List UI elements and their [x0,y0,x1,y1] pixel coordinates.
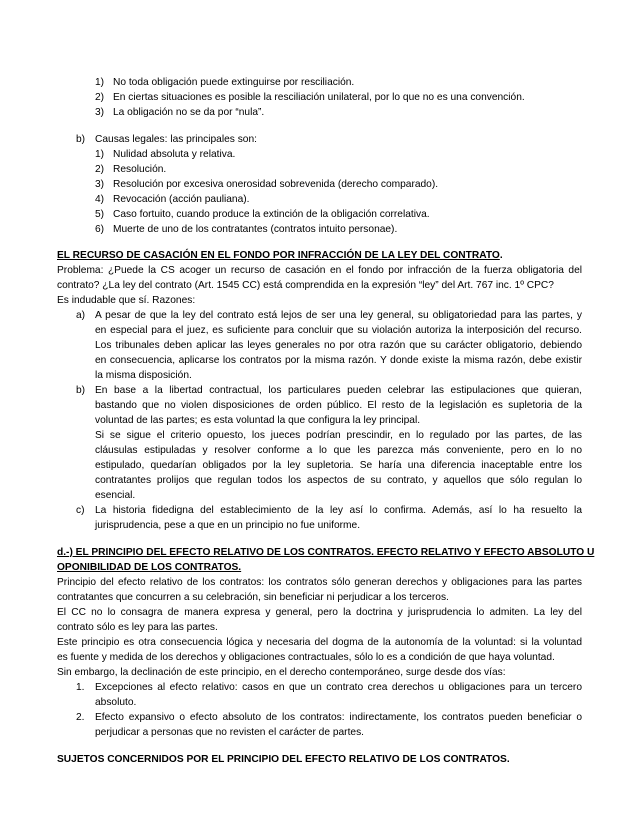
list-letter: c) [76,505,85,516]
section-title-period: . [499,250,503,261]
list-number: 6) [95,224,105,235]
paragraph-line: Problema: ¿Puede la CS acoger un recurso de casación en el fondo por infracción de la fuerza obligatoria del [57,265,582,276]
list-item: Muerte de uno de los contratantes (contratos intuito personae). [113,224,398,235]
paragraph-line: La historia fidedigna del establecimiento de la ley así lo confirma. Además, así lo ha resuelto la [95,505,582,516]
paragraph-line: El CC no lo consagra de manera expresa y general, pero la doctrina y jurisprudencia lo admiten. La ley del [57,607,582,618]
section-heading: Causas legales: las principales son: [95,134,257,145]
paragraph-line: contratantes que concurren a su celebración, sin beneficiar ni perjudicar a los terceros. [57,592,449,603]
list-item: Nulidad absoluta y relativa. [113,149,236,160]
paragraph-line: jurisprudencia, pese a que en un principio no fue uniforme. [95,520,361,531]
paragraph-line: Excepciones al efecto relativo: casos en que un contrato crea derechos u obligaciones para un tercero [95,682,582,693]
section-title: d.-) EL PRINCIPIO DEL EFECTO RELATIVO DE LOS CONTRATOS. EFECTO RELATIVO Y EFECTO ABSOLUTO U [57,547,595,558]
list-number: 2) [95,92,105,103]
paragraph-line: absoluto. [95,697,137,708]
paragraph-line: estipulado, quedarían obligados por la ley supletoria. Se haría una diferencia inaceptable entre los [95,460,582,471]
list-item: Resolución. [113,164,167,175]
paragraph-line: contrato? ¿La ley del contrato (Art. 1545 CC) está comprendida en la expresión “ley” del Art. 767 inc. 1º CPC? [57,280,554,291]
paragraph-line: la misma disposición. [95,370,192,381]
list-item: La obligación no se da por “nula”. [113,107,265,118]
paragraph-line: Principio del efecto relativo de los contratos: los contratos sólo generan derechos y obligaciones para las partes [57,577,582,588]
paragraph-line: A pesar de que la ley del contrato está lejos de ser una ley general, su obligatoriedad para las partes, y [95,310,582,321]
paragraph-line: Los tribunales deben aplicar las leyes generales no por otra razón que su carácter obligatorio, debiendo [95,340,582,351]
list-letter: b) [76,385,86,396]
list-item: Resolución por excesiva onerosidad sobrevenida (derecho comparado). [113,179,439,190]
paragraph-line: en consecuencia, aplicarse los contratos por la misma razón. Y donde existe la misma razón, debe existir [95,355,582,366]
list-item: Revocación (acción pauliana). [113,194,250,205]
list-letter: a) [76,310,86,321]
paragraph-line: esencial. [95,490,136,501]
paragraph-line: Si se sigue el criterio opuesto, los jueces podrían prescindir, en lo regulado por las partes, de las [95,430,582,441]
paragraph-line: perjudicar a personas que no revisten el carácter de partes. [95,727,364,738]
section-title [57,249,503,262]
paragraph-line: voluntad de las partes; es esta voluntad la que configura la ley principal. [95,415,421,426]
list-number: 1. [76,682,85,693]
list-number: 1) [95,149,105,160]
list-number: 3) [95,107,105,118]
list-number: 2. [76,712,85,723]
list-letter: b) [76,134,86,145]
paragraph-line: en especial para el juez, es suficiente para concluir que su violación autoriza la interposición del recurso. [95,325,582,336]
paragraph-line: es fuente y medida de los derechos y obligaciones contractuales, sólo lo es a condición de que haya voluntad. [57,652,555,663]
list-item: No toda obligación puede extinguirse por resciliación. [113,77,355,88]
paragraph-line: cláusulas estipuladas y resolver conforme a lo que les parezca más conveniente, pero en lo no [95,445,582,456]
list-number: 1) [95,77,105,88]
paragraph-line: Efecto expansivo o efecto absoluto de los contratos: indirectamente, los contratos pueden beneficiar o [95,712,582,723]
list-item: En ciertas situaciones es posible la resciliación unilateral, por lo que no es una convención. [113,92,525,103]
section-title: SUJETOS CONCERNIDOS POR EL PRINCIPIO DEL EFECTO RELATIVO DE LOS CONTRATOS. [57,754,510,765]
paragraph-line: bastando que no violen disposiciones de orden público. El resto de la legislación es supletoria de la [95,400,582,411]
list-item: Caso fortuito, cuando produce la extinción de la obligación correlativa. [113,209,430,220]
paragraph-line: Este principio es otra consecuencia lógica y necesaria del dogma de la autonomía de la voluntad: si la voluntad [57,637,582,648]
list-number: 5) [95,209,105,220]
section-title-text: EL RECURSO DE CASACIÓN EN EL FONDO POR INFRACCIÓN DE LA LEY DEL CONTRATO [57,250,500,261]
paragraph-line: contratantes prolijos que regulan todos los aspectos de su contrato, y aquellos que sólo regulan lo [95,475,582,486]
list-number: 2) [95,164,105,175]
list-number: 4) [95,194,105,205]
list-number: 3) [95,179,105,190]
paragraph-line: Sin embargo, la declinación de este principio, en el derecho contemporáneo, surge desde dos vías: [57,667,506,678]
paragraph-line: Es indudable que sí. Razones: [57,295,196,306]
paragraph-line: contrato sólo es ley para las partes. [57,622,218,633]
paragraph-line: En base a la libertad contractual, los particulares pueden celebrar las estipulaciones que quieran, [95,385,582,396]
section-title: OPONIBILIDAD DE LOS CONTRATOS. [57,562,242,573]
